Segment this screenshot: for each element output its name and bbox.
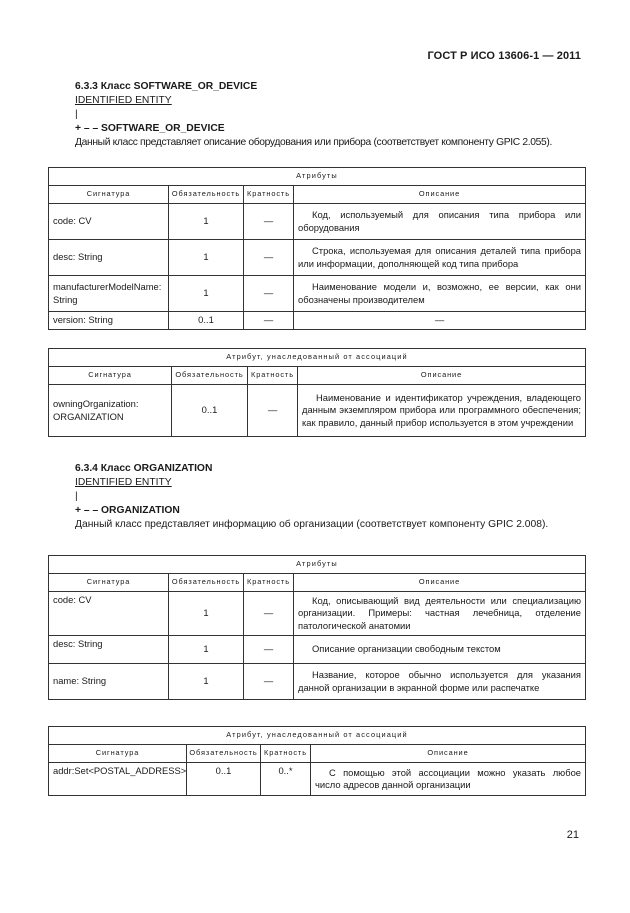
col-header-description: Описание [311,745,586,763]
child-class: + – – SOFTWARE_OR_DEVICE [75,123,225,134]
section-title: 6.3.4 Класс ORGANIZATION [75,463,213,474]
col-header-obligation: Обязательность [169,186,244,204]
cell-multiplicity: — [244,312,294,330]
cell-signature: name: String [49,664,169,700]
cell-signature: desc: String [49,240,169,276]
cell-description: Описание организации свободным текстом [294,636,586,664]
col-header-signature: Сигнатура [49,367,172,385]
col-header-description: Описание [298,367,586,385]
inherited-attributes-table [48,348,586,437]
col-header-description: Описание [294,574,586,592]
table-row [49,312,586,330]
cell-signature: version: String [49,312,169,330]
cell-multiplicity: 0..* [261,763,311,796]
cell-multiplicity: — [244,592,294,636]
col-header-signature: Сигнатура [49,574,169,592]
page-number: 21 [566,829,579,841]
cell-obligation: 1 [169,592,244,636]
cell-obligation: 0..1 [187,763,261,796]
cell-multiplicity: — [244,240,294,276]
hierarchy-bar: | [75,491,78,502]
hierarchy-bar: | [75,109,78,120]
cell-description: Код, описывающий вид деятельности или специализацию организации. Примеры: частная лечебница, отделение патологической анатомии [294,592,586,636]
cell-multiplicity: — [244,204,294,240]
cell-description: С помощью этой ассоциации можно указать любое число адресов данной организации [311,763,586,796]
table-row [49,385,586,437]
col-header-signature: Сигнатура [49,186,169,204]
cell-description: Название, которое обычно используется для указания данной организации в экранной форме или распечатке [294,664,586,700]
child-class: + – – ORGANIZATION [75,505,180,516]
col-header-signature: Сигнатура [49,745,187,763]
attributes-table [48,555,586,700]
cell-description: Строка, используемая для описания деталей типа прибора или информации, дополняющей код типа прибора [294,240,586,276]
cell-signature: manufacturerModelName: String [49,276,169,312]
col-header-multiplicity: Кратность [244,574,294,592]
cell-obligation: 1 [169,276,244,312]
cell-multiplicity: — [244,276,294,312]
col-header-obligation: Обязательность [172,367,248,385]
cell-multiplicity: — [248,385,298,437]
cell-obligation: 0..1 [172,385,248,437]
standard-header: ГОСТ Р ИСО 13606-1 — 2011 [427,50,581,62]
section-title: 6.3.3 Класс SOFTWARE_OR_DEVICE [75,81,258,92]
table-row [49,204,586,240]
cell-description: — [294,312,586,330]
cell-obligation: 0..1 [169,312,244,330]
cell-description: Наименование модели и, возможно, ее версии, как они обозначены производителем [294,276,586,312]
cell-obligation: 1 [169,204,244,240]
col-header-multiplicity: Кратность [244,186,294,204]
inherited-attributes-table [48,726,586,796]
parent-class: IDENTIFIED ENTITY [75,95,172,106]
cell-description: Наименование и идентификатор учреждения, владеющего данным экземпляром прибора или программного обеспечения; как правило, данный прибор используется в этом учреждении [298,385,586,437]
table-row [49,240,586,276]
table-caption: Атрибут, унаследованный от ассоциаций [49,727,586,745]
table-row [49,276,586,312]
table-caption: Атрибуты [49,168,586,186]
col-header-multiplicity: Кратность [248,367,298,385]
col-header-obligation: Обязательность [187,745,261,763]
attributes-table [48,167,586,330]
table-caption: Атрибуты [49,556,586,574]
table-row [49,763,586,796]
section-software-or-device [75,80,585,150]
col-header-description: Описание [294,186,586,204]
cell-multiplicity: — [244,636,294,664]
table-caption: Атрибут, унаследованный от ассоциаций [49,349,586,367]
table-row [49,592,586,636]
cell-signature: desc: String [49,636,169,664]
section-organization [75,462,585,532]
class-description: Данный класс представляет информацию об организации (соответствует компоненту GPIC 2.008). [75,519,549,530]
cell-obligation: 1 [169,240,244,276]
col-header-multiplicity: Кратность [261,745,311,763]
cell-description: Код, используемый для описания типа прибора или оборудования [294,204,586,240]
cell-signature: code: CV [49,204,169,240]
class-description: Данный класс представляет описание оборудования или прибора (соответствует компоненту GPIC 2.055). [75,137,552,148]
col-header-obligation: Обязательность [169,574,244,592]
table-row [49,636,586,664]
parent-class: IDENTIFIED ENTITY [75,477,172,488]
cell-signature: addr:Set<POSTAL_ADDRESS> [49,763,187,796]
cell-signature: owningOrganization: ORGANIZATION [49,385,172,437]
cell-obligation: 1 [169,664,244,700]
cell-signature: code: CV [49,592,169,636]
cell-multiplicity: — [244,664,294,700]
table-row [49,664,586,700]
cell-obligation: 1 [169,636,244,664]
